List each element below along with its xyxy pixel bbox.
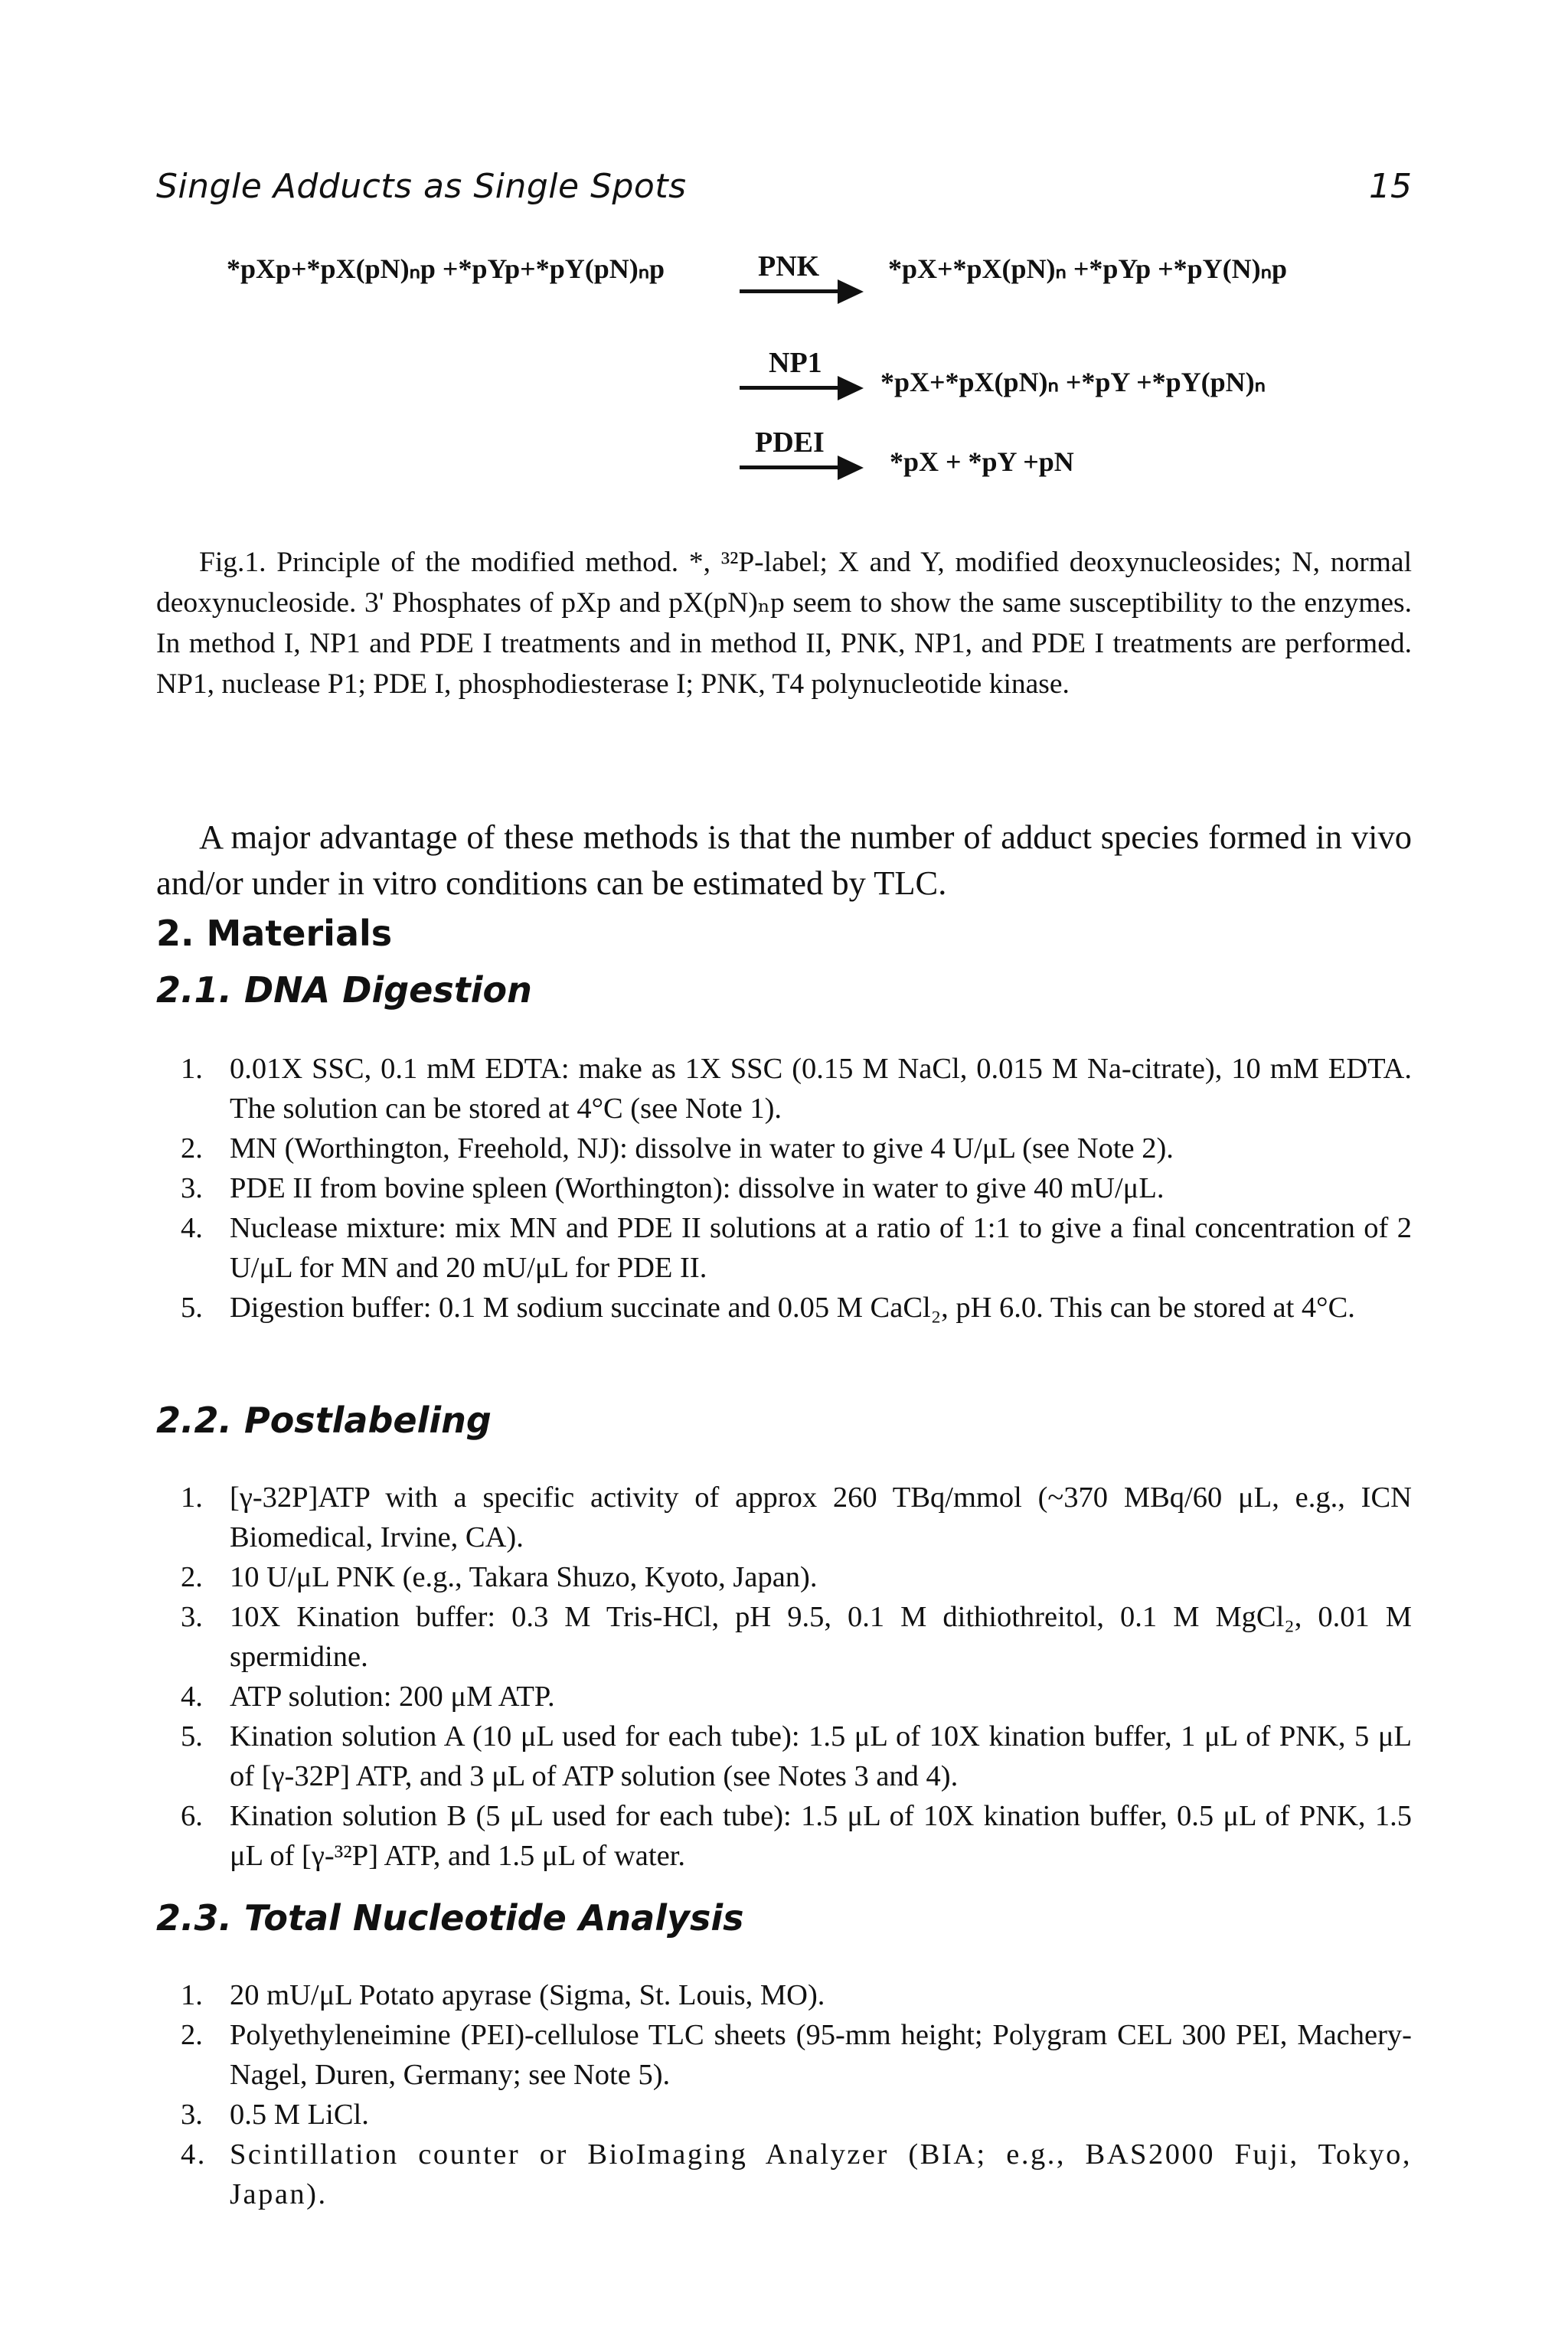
list-item: 4. Scintillation counter or BioImaging Analyzer (BIA; e.g., BAS2000 Fuji, Tokyo, Japan). <box>181 2138 1412 2210</box>
list-item: 2. Polyethyleneimine (PEI)-cellulose TLC sheets (95-mm height; Polygram CEL 300 PEI, Machery-Nagel, Duren, Germany; see Note 5). <box>181 2019 1412 2091</box>
list-item: 3. 0.5 M LiCl. <box>181 2099 369 2131</box>
scheme-substrates: *pXp+*pX(pN)ₙp +*pYp+*pY(pN)ₙp <box>227 253 665 284</box>
arrow-pnk-head <box>838 279 864 304</box>
dna-digestion-list <box>156 1049 1412 1328</box>
arrow-pdei <box>740 466 839 469</box>
scheme-products-pnk: *pX+*pX(pN)ₙ +*pYp +*pY(N)ₙp <box>888 253 1288 284</box>
list-item: 4. Nuclease mixture: mix MN and PDE II solutions at a ratio of 1:1 to give a final concentration of 2 U/μL for MN and 20 mU/μL for PDE II. <box>181 1212 1412 1284</box>
reaction-scheme <box>0 0 1568 536</box>
list-item: 1. [γ-32P]ATP with a specific activity of approx 260 TBq/mmol (~370 MBq/60 μL, e.g., ICN Biomedical, Irvine, CA). <box>181 1481 1412 1553</box>
section-heading-materials: 2. Materials <box>156 913 393 954</box>
scheme-products-pdei: *pX + *pY +pN <box>890 446 1074 477</box>
list-item: 6. Kination solution B (5 μL used for each tube): 1.5 μL of 10X kination buffer, 0.5 μL of PNK, 1.5 μL of [γ-³²P] ATP, and 1.5 μL of water. <box>181 1800 1412 1872</box>
list-item: 3. PDE II from bovine spleen (Worthington): dissolve in water to give 40 mU/μL. <box>181 1172 1165 1204</box>
list-item: 3. 10X Kination buffer: 0.3 M Tris-HCl, pH 9.5, 0.1 M dithiothreitol, 0.1 M MgCl₂, 0.01 M spermidine. <box>181 1601 1412 1673</box>
scheme-enzyme-pdei: PDEI <box>755 426 825 459</box>
postlabeling-list <box>156 1478 1412 1876</box>
subsection-heading-postlabeling: 2.2. Postlabeling <box>156 1400 492 1441</box>
arrow-pnk <box>740 289 839 293</box>
total-nucleotide-list <box>156 1975 1412 2214</box>
page-number: 15 <box>1369 167 1412 206</box>
list-item: 1. 20 mU/μL Potato apyrase (Sigma, St. Louis, MO). <box>181 1979 825 2011</box>
arrow-np1-head <box>838 376 864 400</box>
running-head-title: Single Adducts as Single Spots <box>156 167 687 206</box>
subsection-heading-dna-digestion: 2.1. DNA Digestion <box>156 969 532 1011</box>
list-item: 5. Digestion buffer: 0.1 M sodium succinate and 0.05 M CaCl₂, pH 6.0. This can be stored at 4°C. <box>181 1292 1355 1324</box>
list-item: 2. 10 U/μL PNK (e.g., Takara Shuzo, Kyoto, Japan). <box>181 1561 818 1593</box>
scheme-enzyme-np1: NP1 <box>769 347 822 379</box>
arrow-pdei-head <box>838 456 864 480</box>
figure-caption: Fig.1. Principle of the modified method. *, ³²P-label; X and Y, modified deoxynucleosides; N, normal deoxynucleoside. 3' Phosphates of pXp and pX(pN)ₙp seem to show the same susceptibility to the enzymes. In method I, NP1 and PDE I treatments and in method II, PNK, NP1, and PDE I treatments are performed. NP1, nuclease P1; PDE I, phosphodiesterase I; PNK, T4 polynucleotide kinase. <box>156 546 1412 700</box>
list-item: 5. Kination solution A (10 μL used for each tube): 1.5 μL of 10X kination buffer, 1 μL of PNK, 5 μL of [γ-32P] ATP, and 3 μL of ATP solution (see Notes 3 and 4). <box>181 1720 1412 1792</box>
subsection-heading-total-nucleotide: 2.3. Total Nucleotide Analysis <box>156 1897 744 1939</box>
intro-paragraph: A major advantage of these methods is that the number of adduct species formed in vivo and/or under in vitro conditions can be estimated by TLC. <box>156 817 1412 902</box>
scheme-products-np1: *pX+*pX(pN)ₙ +*pY +*pY(pN)ₙ <box>880 367 1266 397</box>
arrow-np1 <box>740 386 839 390</box>
list-item: 1. 0.01X SSC, 0.1 mM EDTA: make as 1X SSC (0.15 M NaCl, 0.015 M Na-citrate), 10 mM EDTA. The solution can be stored at 4°C (see Note 1). <box>181 1053 1412 1125</box>
list-item: 2. MN (Worthington, Freehold, NJ): dissolve in water to give 4 U/μL (see Note 2). <box>181 1132 1174 1165</box>
scheme-enzyme-pnk: PNK <box>758 250 820 283</box>
list-item: 4. ATP solution: 200 μM ATP. <box>181 1681 555 1713</box>
